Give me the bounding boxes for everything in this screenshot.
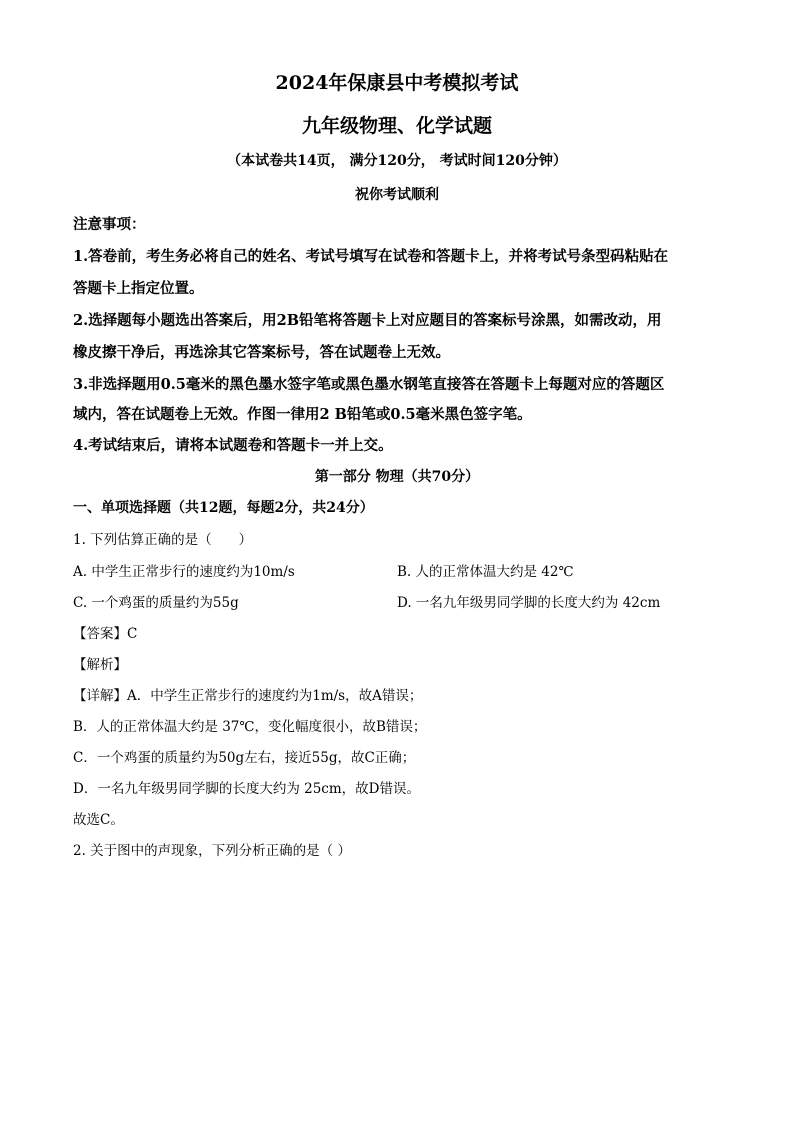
detail-line-2: B．人的正常体温大约是 37℃，变化幅度很小，故B错误； <box>73 719 427 735</box>
answer-line <box>73 622 137 642</box>
notice-item-1-line-1: 1.答卷前，考生务必将自己的姓名、考试号填写在试卷和答题卡上，并将考试号条型码粘贴在 <box>73 248 669 265</box>
exam-subtitle: 九年级物理、化学试题 <box>301 115 492 137</box>
analysis-tag: 【解析】 <box>73 657 127 673</box>
question-1-option-b: B. 人的正常体温大约是 42℃ <box>397 564 574 580</box>
notice-item-3-line-2: 域内，答在试题卷上无效。作图一律用2 B铅笔或0.5毫米黑色签字笔。 <box>73 406 532 423</box>
question-1-option-a: A. 中学生正常步行的速度约为10m/s <box>73 564 295 580</box>
notice-item-3-line-1: 3.非选择题用0.5毫米的黑色墨水签字笔或黑色墨水钢笔直接答在答题卡上每题对应的答题区 <box>73 376 665 393</box>
notice-heading: 注意事项： <box>73 216 146 233</box>
question-2-stem: 2. 关于图中的声现象，下列分析正确的是（ ） <box>73 843 351 859</box>
question-1-option-c: C. 一个鸡蛋的质量约为55g <box>73 595 239 611</box>
exam-title: 2024年保康县中考模拟考试 <box>275 72 519 94</box>
exam-info: （本试卷共14页， 满分120分， 考试时间120分钟） <box>227 153 567 169</box>
question-1-stem: 1. 下列估算正确的是（ ） <box>73 532 253 548</box>
notice-item-2-line-1: 2.选择题每小题选出答案后，用2B铅笔将答题卡上对应题目的答案标号涂黑，如需改动，用 <box>73 312 662 329</box>
notice-item-1-line-2: 答题卡上指定位置。 <box>73 280 204 297</box>
section-heading: 一、单项选择题（共12题，每题2分，共24分） <box>73 500 374 516</box>
notice-item-4: 4.考试结束后，请将本试题卷和答题卡一并上交。 <box>73 437 393 454</box>
question-1-option-d: D. 一名九年级男同学脚的长度大约为 42cm <box>397 595 661 611</box>
good-luck-text: 祝你考试顺利 <box>355 187 439 203</box>
part-heading: 第一部分 物理（共70分） <box>314 469 480 485</box>
notice-item-2-line-2: 橡皮擦干净后，再选涂其它答案标号，答在试题卷上无效。 <box>73 344 450 361</box>
answer-tag: 【答案】 <box>73 626 127 642</box>
detail-line-1: 【详解】A．中学生正常步行的速度约为1m/s，故A错误； <box>73 688 423 704</box>
detail-line-4: D．一名九年级男同学脚的长度大约为 25cm，故D错误。 <box>73 781 420 797</box>
detail-line-3: C．一个鸡蛋的质量约为50g左右，接近55g，故C正确； <box>73 750 416 766</box>
answer-value: C <box>127 626 138 642</box>
conclusion-line: 故选C。 <box>73 812 124 828</box>
